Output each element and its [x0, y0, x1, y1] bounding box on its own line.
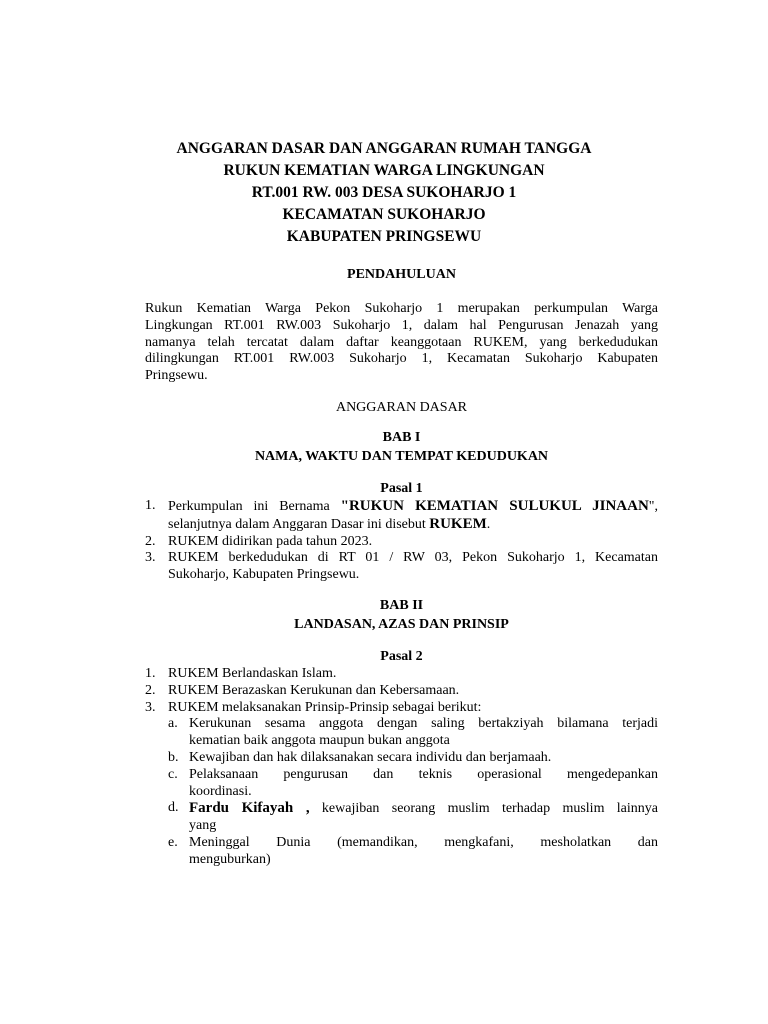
pasal2-heading: Pasal 2 — [380, 649, 423, 664]
item-text: RUKEM melaksanakan Prinsip-Prinsip sebagai berikut: — [168, 699, 482, 715]
org-name: "RUKUN KEMATIAN SULUKUL JINAAN — [340, 498, 649, 514]
sub-item-text: menguburkan) — [189, 851, 271, 867]
item-number: 1. — [145, 666, 156, 681]
pasal1-heading: Pasal 1 — [380, 481, 423, 496]
item-text: Perkumpulan ini Bernama — [168, 499, 341, 514]
sub-item — [168, 716, 658, 750]
sub-item-text: kewajiban seorang muslim terhadap muslim lainnya — [309, 801, 658, 817]
item-text: ", — [648, 499, 658, 514]
item-text: RUKEM Berazaskan Kerukunan dan Kebersamaan. — [168, 682, 460, 698]
sub-item-text: kematian baik anggota maupun bukan anggota — [189, 733, 450, 749]
intro-line: Pringsewu. — [145, 368, 208, 384]
list-item — [145, 683, 658, 700]
bab2-title: LANDASAN, AZAS DAN PRINSIP — [294, 617, 509, 632]
title-line-5: KABUPATEN PRINGSEWU — [286, 228, 482, 245]
item-text: selanjutnya dalam Anggaran Dasar ini disebut — [168, 516, 430, 532]
title-line-2: RUKUN KEMATIAN WARGA LINGKUNGAN — [223, 162, 545, 179]
sub-item-letter: d. — [168, 800, 179, 816]
sub-item — [168, 835, 658, 869]
pasal2-list — [145, 666, 658, 869]
list-item — [145, 700, 658, 869]
sub-item-text: Kerukunan sesama anggota dengan saling bertakziyah bilamana terjadi — [189, 716, 658, 732]
bab1-title: NAMA, WAKTU DAN TEMPAT KEDUDUKAN — [254, 449, 549, 464]
sub-item-text: koordinasi. — [189, 783, 252, 799]
title-line-4: KECAMATAN SUKOHARJO — [282, 206, 486, 223]
list-item — [145, 498, 658, 534]
intro-line: Lingkungan RT.001 RW.003 Sukoharjo 1, dalam hal Pengurusan Jenazah yang — [145, 317, 658, 333]
item-text: . — [486, 516, 491, 532]
sub-item-text: yang — [189, 818, 217, 834]
sub-item-text: Meninggal Dunia (memandikan, mengkafani, mesholatkan dan — [189, 834, 658, 850]
intro-line: namanya telah tercatat dalam daftar keanggotaan RUKEM, yang berkedudukan — [145, 334, 658, 350]
fardu-kifayah-term: Fardu Kifayah , — [189, 800, 310, 817]
rukem-abbrev: RUKEM — [429, 515, 487, 532]
sub-item-text: Kewajiban dan hak dilaksanakan secara individu dan berjamaah. — [189, 749, 552, 765]
bab1-label: BAB I — [382, 430, 421, 445]
item-number: 3. — [145, 699, 156, 715]
anggaran-dasar-heading: ANGGARAN DASAR — [335, 400, 468, 415]
item-text: RUKEM Berlandaskan Islam. — [168, 666, 337, 681]
item-number: 2. — [145, 533, 156, 549]
sub-item-letter: e. — [168, 834, 178, 850]
sub-item-letter: c. — [168, 766, 178, 782]
sub-item-letter: b. — [168, 749, 179, 765]
title-line-3: RT.001 RW. 003 DESA SUKOHARJO 1 — [251, 184, 517, 201]
item-text: Sukoharjo, Kabupaten Pringsewu. — [168, 567, 360, 583]
list-item — [145, 666, 658, 683]
item-text: RUKEM didirikan pada tahun 2023. — [168, 533, 373, 549]
sub-item — [168, 767, 658, 801]
sub-item-text: Pelaksanaan pengurusan dan teknis operasional mengedepankan — [189, 766, 658, 782]
bab2-label: BAB II — [379, 598, 424, 613]
intro-line: dilingkungan RT.001 RW.003 Sukoharjo 1, Kecamatan Sukoharjo Kabupaten — [145, 351, 658, 367]
pasal1-list — [145, 498, 658, 584]
item-number: 2. — [145, 682, 156, 698]
sub-item — [168, 750, 658, 767]
sub-item — [168, 800, 658, 835]
intro-heading: PENDAHULUAN — [347, 267, 456, 282]
list-item — [145, 550, 658, 584]
document-title — [0, 138, 768, 248]
item-text: RUKEM berkedudukan di RT 01 / RW 03, Pekon Sukoharjo 1, Kecamatan — [168, 550, 658, 566]
intro-line: Rukun Kematian Warga Pekon Sukoharjo 1 merupakan perkumpulan Warga — [145, 301, 658, 316]
sub-item-letter: a. — [168, 716, 178, 732]
title-line-1: ANGGARAN DASAR DAN ANGGARAN RUMAH TANGGA — [176, 140, 592, 157]
list-item — [145, 534, 658, 551]
intro-paragraph — [145, 301, 658, 385]
item-number: 3. — [145, 550, 156, 566]
item-number: 1. — [145, 498, 156, 513]
